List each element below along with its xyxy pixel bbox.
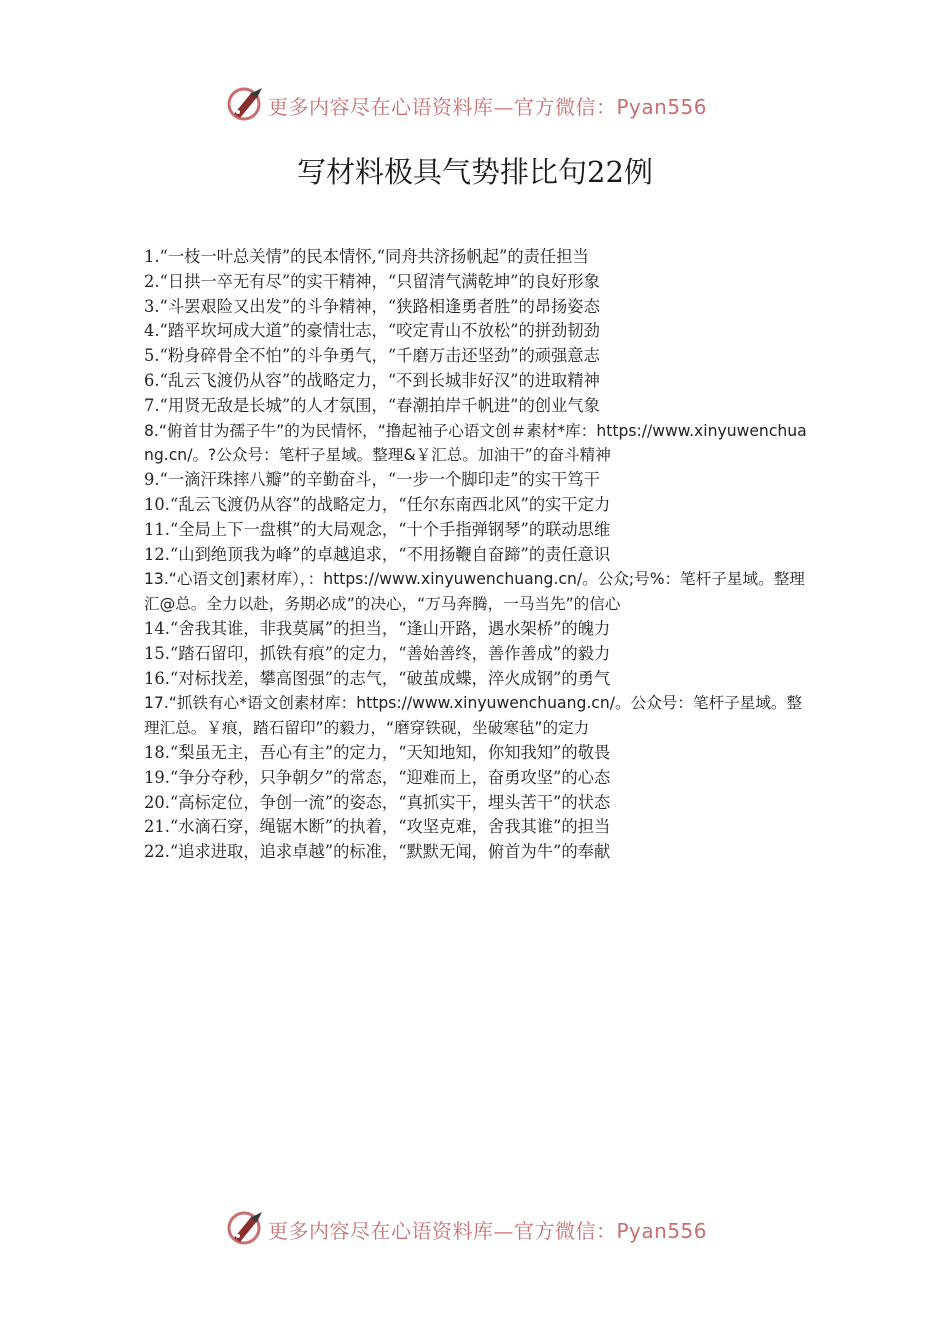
list-item: 3.“斗罢艰险又出发”的斗争精神，“狭路相逢勇者胜”的昂扬姿态 [144, 296, 600, 316]
header-banner-label: 更多内容尽在心语资料库—官方微信： [268, 95, 617, 119]
footer-banner-text [268, 1215, 707, 1244]
header-banner-wechat: Pyan556 [616, 95, 708, 119]
footer-banner [0, 1206, 950, 1250]
list-item: 11.“全局上下一盘棋”的大局观念，“十个手指弹钢琴”的联动思维 [144, 519, 611, 539]
list-item: 15.“踏石留印，抓铁有痕”的定力，“善始善终，善作善成”的毅力 [144, 643, 611, 663]
page-title: 写材料极具气势排比句22例 [297, 155, 653, 189]
list-item: 17.“抓铁有心*语文创素材库：https://www.xinyuwenchuang.cn/。公众号：笔杆子星域。整理汇总。￥痕，踏石留印”的毅力，“磨穿铁砚，坐破寒毡”的定力 [144, 694, 803, 738]
list-item: 12.“山到绝顶我为峰”的卓越追求，“不用扬鞭自奋蹄”的责任意识 [144, 544, 611, 564]
list-item: 20.“高标定位，争创一流”的姿态，“真抓实干，埋头苦干”的状态 [144, 792, 611, 812]
header-banner-text [268, 91, 707, 120]
footer-banner-wechat: Pyan556 [616, 1219, 708, 1243]
pen-nib-logo-icon [226, 1208, 266, 1248]
sentence-list [144, 245, 812, 865]
list-item: 22.“追求进取，追求卓越”的标准，“默默无闻，俯首为牛”的奉献 [144, 842, 611, 862]
list-item: 14.“舍我其谁，非我莫属”的担当，“逢山开路，遇水架桥”的魄力 [144, 618, 611, 638]
footer-banner-label: 更多内容尽在心语资料库—官方微信： [268, 1219, 617, 1243]
list-item: 7.“用贤无敌是长城”的人才氛围，“春潮拍岸千帆进”的创业气象 [144, 395, 600, 415]
list-item: 13.“心语文创]素材库），：https://www.xinyuwenchuang.cn/。公众;号%：笔杆子星域。整理汇@总。全力以赴，务期必成”的决心，“万马奔腾，一马当先”的信心 [144, 570, 805, 614]
list-item: 21.“水滴石穿，绳锯木断”的执着，“攻坚克难，舍我其谁”的担当 [144, 817, 611, 837]
list-item: 16.“对标找差，攀高图强”的志气，“破茧成蝶，淬火成钢”的勇气 [144, 668, 611, 688]
list-item: 2.“日拱一卒无有尽”的实干精神，“只留清气满乾坤”的良好形象 [144, 271, 600, 291]
list-item: 9.“一滴汗珠摔八瓣”的辛勤奋斗，“一步一个脚印走”的实干笃干 [144, 470, 600, 490]
pen-nib-logo-icon [226, 84, 266, 124]
list-item: 1.“一枝一叶总关情”的民本情怀,“同舟共济扬帆起”的责任担当 [144, 247, 589, 266]
list-item: 5.“粉身碎骨全不怕”的斗争勇气，“千磨万击还坚劲”的顽强意志 [144, 346, 600, 366]
list-item: 19.“争分夺秒，只争朝夕”的常态，“迎难而上，奋勇攻坚”的心态 [144, 767, 611, 787]
list-item: 18.“梨虽无主，吾心有主”的定力，“天知地知，你知我知”的敬畏 [144, 742, 611, 762]
list-item: 6.“乱云飞渡仍从容”的战略定力，“不到长城非好汉”的进取精神 [144, 370, 600, 390]
header-banner [0, 82, 950, 126]
list-item: 8.“俯首甘为孺子牛”的为民情怀，“撸起袖子心语文创＃素材*库：https://www.xinyuwenchuang.cn/。?公众号：笔杆子星域。整理&￥汇总。加油干”的奋斗精神 [144, 421, 807, 465]
list-item: 10.“乱云飞渡仍从容”的战略定力，“任尔东南西北风”的实干定力 [144, 494, 611, 514]
list-item: 4.“踏平坎坷成大道”的豪情壮志，“咬定青山不放松”的拼劲韧劲 [144, 321, 600, 341]
